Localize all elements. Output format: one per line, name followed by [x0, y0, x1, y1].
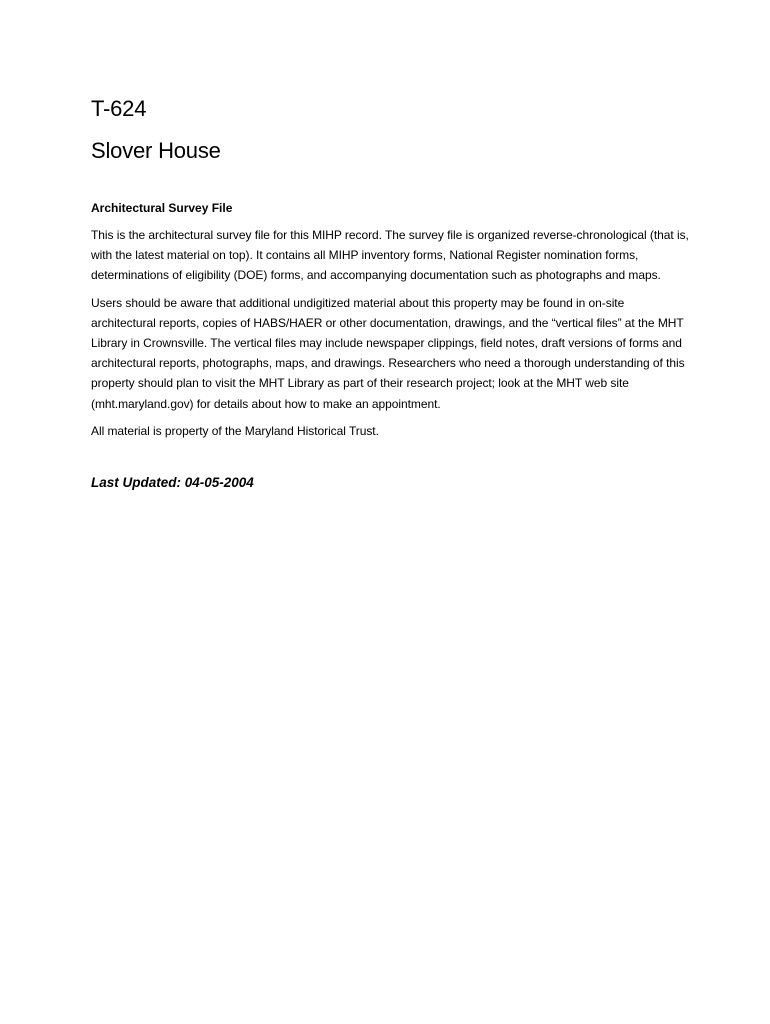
paragraph-additional-material: Users should be aware that additional undigitized material about this property may be found in on-site architectural reports, copies of HABS/HAER or other documentation, drawings, and the “vertical files” at the MHT Library in Crownsville. The vertical files may include newspaper clippings, field notes, draft versions of forms and architectural reports, photographs, maps, and drawings. Researchers who need a thorough understanding of this property should plan to visit the MHT Library as part of their research project; look at the MHT web site (mht.maryland.gov) for details about how to make an appointment. [91, 295, 685, 411]
paragraph-intro: This is the architectural survey file for this MIHP record. The survey file is organized reverse-chronological (that is, with the latest material on top). It contains all MIHP inventory forms, National Register nomination forms, determinations of eligibility (DOE) forms, and accompanying documentation such as photographs and maps. [91, 228, 689, 283]
last-updated: Last Updated: 04-05-2004 [91, 475, 254, 491]
document-content [91, 95, 691, 492]
record-name: Slover House [91, 138, 221, 163]
section-heading: Architectural Survey File [91, 201, 233, 215]
paragraph-property-notice: All material is property of the Maryland Historical Trust. [91, 423, 379, 438]
record-id: T-624 [91, 96, 147, 121]
